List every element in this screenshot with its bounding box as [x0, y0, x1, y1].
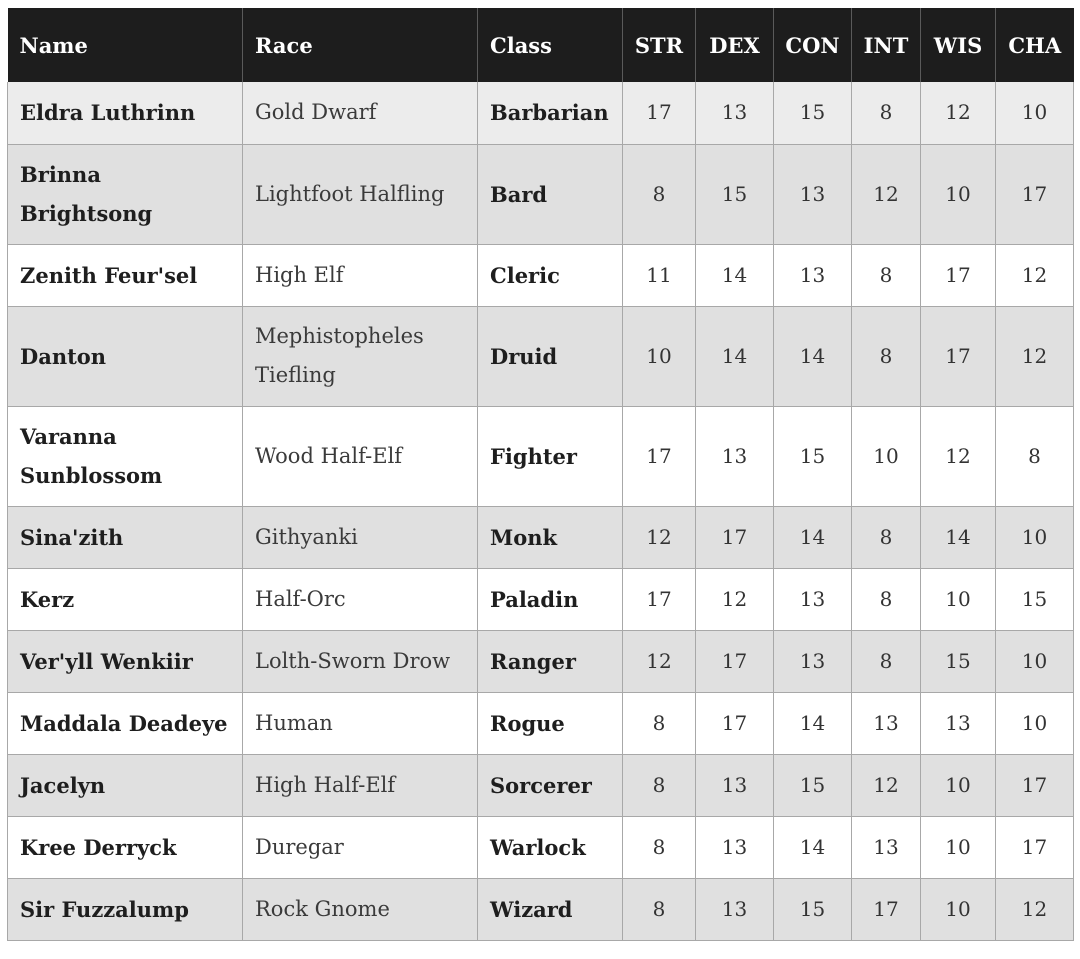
header-cha: CHA — [996, 8, 1074, 82]
cell-wis: 10 — [921, 568, 996, 630]
cell-str: 8 — [623, 878, 696, 940]
cell-con: 14 — [774, 692, 852, 754]
cell-name: Zenith Feur'sel — [8, 244, 243, 306]
cell-wis: 17 — [921, 244, 996, 306]
cell-str: 17 — [623, 406, 696, 506]
cell-class: Warlock — [478, 816, 623, 878]
cell-class: Monk — [478, 506, 623, 568]
header-class: Class — [478, 8, 623, 82]
cell-race: High Elf — [243, 244, 478, 306]
cell-int: 8 — [852, 244, 921, 306]
cell-dex: 15 — [696, 144, 774, 244]
header-con: CON — [774, 8, 852, 82]
cell-dex: 13 — [696, 754, 774, 816]
cell-wis: 14 — [921, 506, 996, 568]
cell-cha: 10 — [996, 82, 1074, 144]
cell-wis: 10 — [921, 816, 996, 878]
cell-con: 14 — [774, 816, 852, 878]
table-body — [8, 82, 1074, 940]
cell-str: 8 — [623, 692, 696, 754]
cell-int: 13 — [852, 816, 921, 878]
cell-name: Eldra Luthrinn — [8, 82, 243, 144]
cell-wis: 10 — [921, 754, 996, 816]
cell-dex: 13 — [696, 816, 774, 878]
table-row — [8, 506, 1074, 568]
cell-class: Paladin — [478, 568, 623, 630]
cell-cha: 15 — [996, 568, 1074, 630]
cell-int: 8 — [852, 630, 921, 692]
cell-cha: 10 — [996, 506, 1074, 568]
header-dex: DEX — [696, 8, 774, 82]
cell-int: 12 — [852, 754, 921, 816]
header-wis: WIS — [921, 8, 996, 82]
table-row — [8, 244, 1074, 306]
table-row — [8, 630, 1074, 692]
cell-cha: 10 — [996, 630, 1074, 692]
cell-race: Mephistopheles Tiefling — [243, 306, 478, 406]
cell-int: 17 — [852, 878, 921, 940]
header-int: INT — [852, 8, 921, 82]
cell-class: Sorcerer — [478, 754, 623, 816]
table-row — [8, 692, 1074, 754]
cell-race: Human — [243, 692, 478, 754]
cell-str: 11 — [623, 244, 696, 306]
cell-str: 17 — [623, 568, 696, 630]
cell-str: 17 — [623, 82, 696, 144]
table-row — [8, 306, 1074, 406]
cell-name: Varanna Sunblossom — [8, 406, 243, 506]
cell-race: Lightfoot Halfling — [243, 144, 478, 244]
cell-dex: 17 — [696, 692, 774, 754]
cell-con: 13 — [774, 144, 852, 244]
cell-con: 15 — [774, 754, 852, 816]
cell-name: Maddala Deadeye — [8, 692, 243, 754]
cell-race: Gold Dwarf — [243, 82, 478, 144]
cell-name: Kerz — [8, 568, 243, 630]
cell-int: 8 — [852, 568, 921, 630]
cell-race: Lolth-Sworn Drow — [243, 630, 478, 692]
character-table-container — [7, 8, 1073, 941]
header-str: STR — [623, 8, 696, 82]
cell-dex: 13 — [696, 406, 774, 506]
table-row — [8, 878, 1074, 940]
cell-name: Sina'zith — [8, 506, 243, 568]
cell-dex: 14 — [696, 306, 774, 406]
cell-con: 15 — [774, 82, 852, 144]
cell-name: Sir Fuzzalump — [8, 878, 243, 940]
cell-con: 14 — [774, 506, 852, 568]
cell-class: Rogue — [478, 692, 623, 754]
cell-int: 8 — [852, 306, 921, 406]
cell-race: Duregar — [243, 816, 478, 878]
cell-class: Cleric — [478, 244, 623, 306]
cell-dex: 17 — [696, 630, 774, 692]
cell-con: 15 — [774, 406, 852, 506]
cell-con: 13 — [774, 630, 852, 692]
cell-cha: 12 — [996, 878, 1074, 940]
cell-class: Ranger — [478, 630, 623, 692]
cell-int: 8 — [852, 82, 921, 144]
header-name: Name — [19, 32, 88, 58]
header-row — [8, 8, 1074, 82]
cell-name: Danton — [8, 306, 243, 406]
cell-class: Wizard — [478, 878, 623, 940]
cell-cha: 8 — [996, 406, 1074, 506]
cell-wis: 17 — [921, 306, 996, 406]
cell-dex: 17 — [696, 506, 774, 568]
cell-race: Wood Half-Elf — [243, 406, 478, 506]
cell-name: Jacelyn — [8, 754, 243, 816]
table-row — [8, 754, 1074, 816]
cell-str: 12 — [623, 630, 696, 692]
cell-name: Kree Derryck — [8, 816, 243, 878]
cell-int: 8 — [852, 506, 921, 568]
cell-dex: 13 — [696, 82, 774, 144]
table-row — [8, 82, 1074, 144]
cell-cha: 17 — [996, 144, 1074, 244]
cell-cha: 12 — [996, 306, 1074, 406]
cell-str: 8 — [623, 754, 696, 816]
table-row — [8, 144, 1074, 244]
header-race: Race — [243, 8, 478, 82]
cell-wis: 13 — [921, 692, 996, 754]
table-row — [8, 816, 1074, 878]
cell-int: 13 — [852, 692, 921, 754]
cell-str: 10 — [623, 306, 696, 406]
cell-class: Fighter — [478, 406, 623, 506]
cell-dex: 14 — [696, 244, 774, 306]
cell-str: 8 — [623, 144, 696, 244]
cell-race: Half-Orc — [243, 568, 478, 630]
character-stats-table — [7, 8, 1074, 941]
cell-cha: 17 — [996, 754, 1074, 816]
cell-str: 12 — [623, 506, 696, 568]
cell-wis: 10 — [921, 144, 996, 244]
table-row — [8, 568, 1074, 630]
cell-dex: 12 — [696, 568, 774, 630]
cell-cha: 12 — [996, 244, 1074, 306]
cell-wis: 12 — [921, 406, 996, 506]
cell-cha: 10 — [996, 692, 1074, 754]
cell-int: 10 — [852, 406, 921, 506]
cell-con: 14 — [774, 306, 852, 406]
cell-class: Barbarian — [478, 82, 623, 144]
cell-race: High Half-Elf — [243, 754, 478, 816]
cell-race: Rock Gnome — [243, 878, 478, 940]
cell-con: 15 — [774, 878, 852, 940]
cell-dex: 13 — [696, 878, 774, 940]
cell-con: 13 — [774, 244, 852, 306]
cell-class: Bard — [478, 144, 623, 244]
cell-race: Githyanki — [243, 506, 478, 568]
cell-con: 13 — [774, 568, 852, 630]
cell-class: Druid — [478, 306, 623, 406]
cell-wis: 10 — [921, 878, 996, 940]
cell-name: Ver'yll Wenkiir — [8, 630, 243, 692]
cell-int: 12 — [852, 144, 921, 244]
cell-wis: 15 — [921, 630, 996, 692]
cell-str: 8 — [623, 816, 696, 878]
cell-wis: 12 — [921, 82, 996, 144]
cell-name: Brinna Brightsong — [8, 144, 243, 244]
table-row — [8, 406, 1074, 506]
cell-cha: 17 — [996, 816, 1074, 878]
table-header — [8, 8, 1074, 82]
